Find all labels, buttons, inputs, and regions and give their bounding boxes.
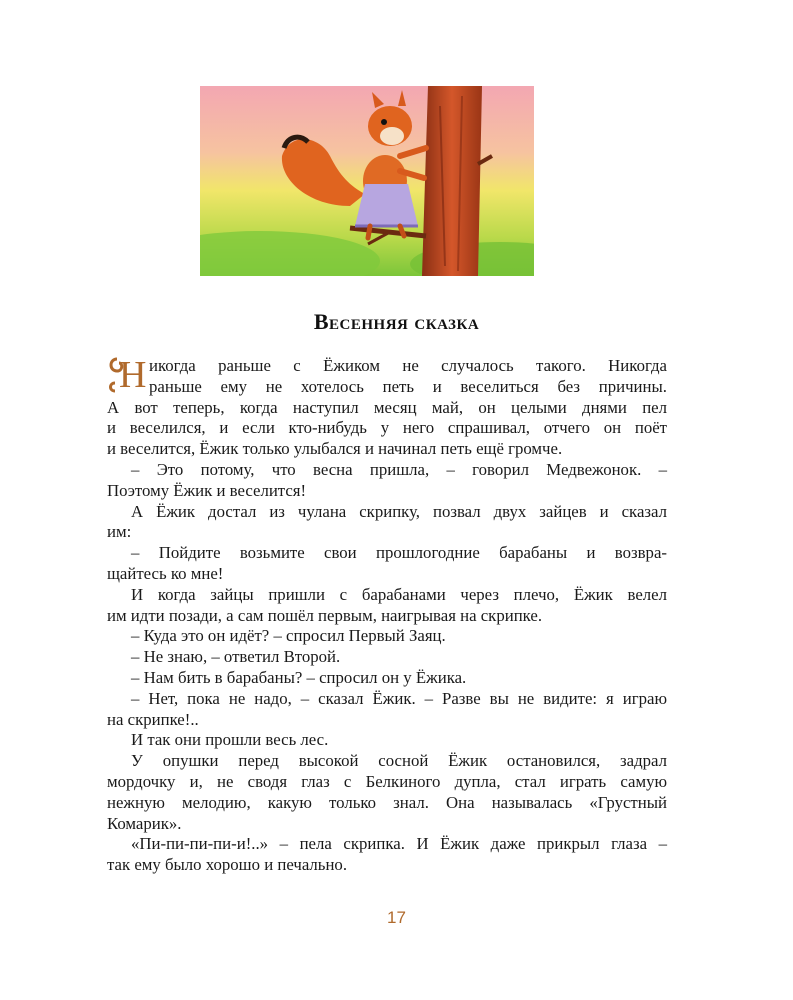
text-line: – Это потому, что весна пришла, – говорил Медвежонок. – <box>131 459 667 479</box>
text-line: так ему было хорошо и печально. <box>107 855 348 875</box>
text-line: А Ёжик достал из чулана скрипку, позвал двух зайцев и сказал <box>131 501 667 521</box>
text-line: Комарик». <box>107 813 182 833</box>
text-line: – Нет, пока не надо, – сказал Ёжик. – Разве вы не видите: я играю <box>131 688 667 708</box>
text-line: им: <box>107 522 132 542</box>
text-line: раньше ему не хотелось петь и веселиться без причины. <box>149 376 667 396</box>
page-number: 17 <box>387 908 406 927</box>
text-line: – Нам бить в барабаны? – спросил он у Ёжика. <box>131 667 467 687</box>
text-line: Поэтому Ёжик и веселится! <box>107 480 307 500</box>
text-line: и веселится, Ёжик только улыбался и начинал петь ещё громче. <box>107 439 563 459</box>
text-line: щайтесь ко мне! <box>107 563 224 583</box>
text-line: «Пи-пи-пи-пи-и!..» – пела скрипка. И Ёжик даже прикрыл глаза – <box>131 834 667 854</box>
text-line: на скрипке!.. <box>107 709 199 729</box>
story-illustration <box>200 86 534 276</box>
text-line: икогда раньше с Ёжиком не случалось такого. Никогда <box>149 356 667 375</box>
text-line: И когда зайцы пришли с барабанами через плечо, Ёжик велел <box>131 584 667 604</box>
svg-text:Н: Н <box>119 354 147 395</box>
text-line: мордочку и, не сводя глаз с Белкиного дупла, стал играть самую <box>107 771 667 791</box>
text-line: нежную мелодию, какую только знал. Она называлась «Грустный <box>107 792 667 812</box>
text-line: – Не знаю, – ответил Второй. <box>131 647 341 667</box>
text-line: А вот теперь, когда наступил месяц май, он целыми днями пел <box>107 397 667 417</box>
text-line: – Пойдите возьмите свои прошлогодние барабаны и возвра- <box>131 543 667 563</box>
text-line: У опушки перед высокой сосной Ёжик остановился, задрал <box>131 751 667 771</box>
story-title: Весенняя сказка <box>313 309 480 334</box>
squirrel-on-tree-icon <box>200 86 534 276</box>
text-line: и веселился, и если кто-нибудь у него спрашивал, отчего он поёт <box>107 418 667 438</box>
text-line: – Куда это он идёт? – спросил Первый Заяц. <box>131 626 446 646</box>
story-text <box>107 356 667 876</box>
text-line: И так они прошли весь лес. <box>131 730 329 750</box>
text-line: им идти позади, а сам пошёл первым, наигрывая на скрипке. <box>107 605 543 625</box>
